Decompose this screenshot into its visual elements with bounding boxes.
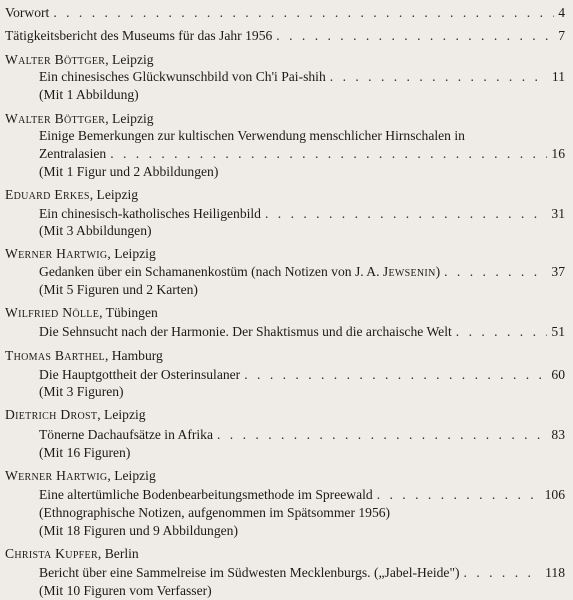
author-place: , Leipzig: [89, 187, 139, 202]
page-number: 37: [551, 264, 565, 279]
leader-dots: [244, 366, 547, 383]
entry-title: Die Sehnsucht nach der Harmonie. Der Shaktismus und die archaische Welt: [39, 324, 452, 339]
entry-note: (Mit 3 Figuren): [39, 384, 124, 399]
toc-entry: [5, 68, 565, 86]
toc-entry: [5, 486, 565, 504]
toc-entry: [5, 323, 565, 341]
author-place: , Leipzig: [107, 468, 156, 483]
page-number: 60: [551, 367, 565, 382]
leader-dots: [330, 68, 548, 85]
entry-author-line: [5, 186, 573, 204]
entry-note: (Mit 10 Figuren vom Verfasser): [39, 583, 212, 598]
leader-dots: [444, 263, 547, 280]
entry-title: Tönerne Dachaufsätze in Afrika: [39, 427, 213, 442]
leader-dots: [456, 323, 548, 340]
leader-dots: [265, 205, 547, 222]
author-place: , Leipzig: [97, 407, 146, 422]
leader-dots: [217, 426, 547, 443]
entry-author-line: [5, 406, 573, 424]
toc-entry: [5, 366, 565, 384]
toc-entry-vorwort: [5, 4, 565, 22]
toc-entry: [5, 205, 565, 223]
leader-dots: [464, 564, 542, 581]
author-place: , Tübingen: [99, 305, 158, 320]
toc-entry: [5, 426, 565, 444]
leader-dots: [377, 486, 541, 503]
entry-note: (Mit 16 Figuren): [39, 445, 131, 460]
page-number: 106: [544, 487, 565, 502]
toc-entry-bericht: [5, 27, 565, 45]
author-name: Thomas Barthel: [5, 348, 105, 363]
entry-title: Die Hauptgottheit der Osterinsulaner: [39, 367, 241, 382]
entry-title: Tätigkeitsbericht des Museums für das Jahr 1956: [5, 28, 273, 43]
entry-author-line: [5, 545, 573, 563]
page-number: 51: [551, 324, 565, 339]
entry-note: (Ethnographische Notizen, aufgenommen im Spätsommer 1956): [39, 505, 391, 520]
entry-note: (Mit 5 Figuren und 2 Karten): [39, 282, 198, 297]
leader-dots: [276, 27, 554, 44]
toc-entry: [5, 145, 565, 163]
author-place: , Berlin: [97, 546, 139, 561]
entry-author-line: [5, 304, 573, 322]
page-number: 11: [551, 69, 565, 84]
author-name: Christa Kupfer: [5, 546, 98, 561]
entry-title: Gedanken über ein Schamanenkostüm (nach Notizen von J. A. Jewsenin): [39, 264, 441, 279]
entry-title: Vorwort: [5, 5, 50, 20]
page-number: 4: [558, 5, 565, 20]
author-name: Eduard Erkes: [5, 187, 90, 202]
entry-note: (Mit 1 Figur und 2 Abbildungen): [39, 164, 219, 179]
author-place: , Leipzig: [105, 111, 154, 126]
entry-title: Zentralasien: [39, 146, 107, 161]
entry-note: (Mit 18 Figuren und 9 Abbildungen): [39, 523, 238, 538]
author-place: , Leipzig: [107, 246, 156, 261]
author-name: Wilfried Nölle: [5, 305, 100, 320]
page-number: 118: [545, 565, 565, 580]
entry-title-line1: Einige Bemerkungen zur kultischen Verwendung menschlicher Hirnschalen in: [39, 128, 465, 143]
author-name: Werner Hartwig: [5, 246, 108, 261]
entry-author-line: [5, 467, 573, 485]
author-name: Walter Böttger: [5, 111, 106, 126]
author-place: , Hamburg: [104, 348, 163, 363]
entry-note: (Mit 3 Abbildungen): [39, 223, 152, 238]
page-number: 31: [551, 206, 565, 221]
entry-title: Ein chinesisch-katholisches Heiligenbild: [39, 206, 261, 221]
page-number: 83: [551, 427, 565, 442]
author-name: Walter Böttger: [5, 52, 106, 67]
leader-dots: [110, 145, 547, 162]
entry-author-line: [5, 245, 573, 263]
author-name: Dietrich Drost: [5, 407, 98, 422]
leader-dots: [53, 4, 554, 21]
author-name: Werner Hartwig: [5, 468, 108, 483]
toc-entry: [5, 263, 565, 281]
entry-title: Ein chinesisches Glückwunschbild von Ch'i Pai-shih: [39, 69, 326, 84]
entry-author-line: [5, 347, 573, 365]
author-place: , Leipzig: [105, 52, 154, 67]
entry-author-line: [5, 110, 573, 128]
page-number: 7: [558, 28, 565, 43]
entry-title: Eine altertümliche Bodenbearbeitungsmethode im Spreewald: [39, 487, 373, 502]
entry-author-line: [5, 51, 573, 69]
toc-entry: [5, 564, 565, 582]
entry-title: Bericht über eine Sammelreise im Südwesten Mecklenburgs. („Jabel-Heide"): [39, 565, 460, 580]
page-number: 16: [551, 146, 565, 161]
entry-note: (Mit 1 Abbildung): [39, 87, 139, 102]
